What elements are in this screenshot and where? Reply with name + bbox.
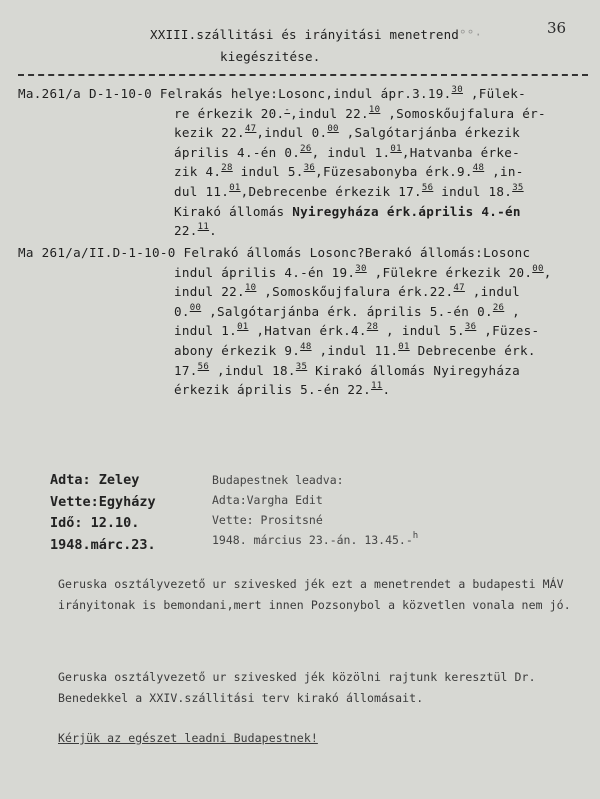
signature-line: 1948.márc.23. [50,536,156,553]
entry-2-text: ,Füzes- [476,323,540,339]
entry-1-text: 22. [174,223,198,239]
entry-1-code: Ma.261/a D-1-10-0 [18,86,152,101]
entry-2-text: 17. [174,362,198,378]
time-minutes: 00 [532,263,544,274]
header-title: XXIII.szállitási és irányitási menetrend [150,27,460,42]
entry-2-text: Debrecenbe érk. [409,342,536,358]
entry-1-text: ,indul 22. [290,105,369,121]
entry-1-text: dul 11. [174,183,230,199]
entry-2-text: ,indul 11. [311,342,399,358]
time-minutes: 47 [453,283,465,294]
entry-2-text: indul 22. [174,284,245,300]
entry-1-text: ,Fülek- [462,86,527,101]
entry-1-text: kezik 22. [174,125,245,141]
time-minutes: 48 [300,341,312,352]
entry-1-text: Kirakó állomás [174,203,293,219]
header-line-1 [150,24,482,46]
entry-2-text: , indul 5. [378,323,465,339]
entry-2-text: Kirakó állomás Nyiregyháza [307,362,521,378]
entry-1-line-3 [18,143,593,163]
time-minutes: 56 [197,361,210,372]
time-minutes: 11 [371,381,383,392]
time-minutes: 36 [464,322,477,333]
dashed-divider [18,74,588,76]
transmission-line [212,530,418,550]
entry-1-line-2 [18,123,593,143]
page-number: 36 [547,19,567,37]
entry-1-line-4 [18,162,593,182]
entry-1-text: Felrakás helye:Losonc,indul ápr.3.19. [159,86,452,101]
time-minutes: 01 [237,322,249,333]
entry-2-text: , [504,303,521,319]
time-minutes: 56 [421,182,434,193]
transmission-block [212,470,418,550]
entry-2-line-2 [18,282,593,302]
entry-1-line-7 [18,221,593,241]
entry-1-text: ,Debrecenbe érkezik 17. [240,183,422,199]
time-minutes: 36 [303,163,316,174]
entry-2-line-7 [18,380,593,400]
entry-2-code: Ma 261/a/II.D-1-10-0 [18,245,176,260]
entry-1-text: , indul 1. [311,144,391,160]
document-header [150,24,482,68]
time-minutes: 28 [366,322,379,333]
time-minutes: 01 [390,143,402,154]
time-minutes: 10 [244,283,257,294]
entry-1-text: indul 18. [433,183,513,199]
entry-2-text: indul 1. [174,323,238,339]
time-minutes: 35 [512,182,524,193]
entry-2-text: ,indul 18. [209,362,296,378]
entry-2-text: érkezik április 5.-én 22. [174,382,372,398]
entry-2-text: ,Somoskőujfalura érk.22. [256,284,454,300]
signature-line: Idő: 12.10. [50,515,140,531]
hour-mark: h [412,531,419,541]
time-minutes: 30 [355,263,367,274]
note-paragraph-3: Kérjük az egészet leadni Budapestnek! [58,731,318,745]
entry-1-text: ,in- [484,164,524,180]
transmission-date: 1948. március 23.-án. 13.45.- [212,533,413,547]
entry-1-text: re érkezik 20. [174,105,285,121]
entry-2-line-3 [18,302,593,322]
time-minutes: - [284,104,291,115]
entry-1-text: ,Somoskőujfalura ér- [380,105,546,121]
entry-1-text: indul 5. [232,164,304,180]
header-faint-mark: °°· [459,27,483,42]
entry-1-text: . [209,223,217,239]
entry-2-text: ,Salgótarjánba érk. április 5.-én 0. [201,303,493,319]
entry-2-text: Felrakó állomás Losonc?Berakó állomás:Losonc [183,245,531,260]
entry-2-text: ,Fülekre érkezik 20. [366,264,533,280]
schedule-entry-1 [18,84,593,241]
entry-1-text: április 4.-én 0. [174,144,301,160]
entry-1-text: ,Füzesabonyba érk.9. [315,164,473,180]
entry-2-text: ,indul [464,284,521,300]
note-paragraph-2: Geruska osztályvezető ur szivesked jék közölni rajtunk keresztül Dr. Benedekkel a XXIV.szállitási terv kirakó állomásait. [58,670,536,705]
entry-2-line-6 [18,361,593,381]
entry-2-line-5 [18,341,593,361]
entry-1-line-0 [18,84,593,104]
entry-1-line-6 [18,202,593,222]
time-minutes: 28 [221,163,233,174]
entry-2-text: , [543,264,552,280]
transmission-line: Vette: Prositsné [212,513,323,527]
entry-2-text: . [382,382,391,398]
note-paragraph-1: Geruska osztályvezető ur szivesked jék ezt a menetrendet a budapesti MÁV irányitonak is bemondani,mert innen Pozsonybol a közvetlen vonala nem jó. [58,577,571,612]
time-minutes: 48 [472,163,485,174]
time-minutes: 10 [368,104,381,115]
time-minutes: 35 [295,361,308,372]
entry-2-text: ,Hatvan érk.4. [248,323,367,339]
time-minutes: 30 [451,85,463,95]
transmission-line: Adta:Vargha Edit [212,493,323,507]
entry-2-line-0 [18,243,593,263]
schedule-entry-2 [18,243,593,400]
entry-2-text: indul április 4.-én 19. [174,264,356,280]
time-minutes: 47 [244,124,257,135]
entry-2-text: 0. [174,303,190,319]
entry-1-line-1 [18,104,593,124]
entry-2-line-4 [18,321,593,341]
entry-1-line-5 [18,182,593,202]
header-line-2: kiegészitése. [220,49,321,64]
entry-1-text: ,indul 0. [256,125,328,141]
time-minutes: 26 [492,302,505,313]
signature-line: Adta: Zeley [50,472,140,488]
entry-1-text: ,Salgótarjánba érkezik [338,125,521,141]
time-minutes: 00 [189,302,202,313]
entry-2-line-1 [18,263,593,283]
transmission-line: Budapestnek leadva: [212,473,344,487]
time-minutes: 01 [229,182,241,193]
entry-1-destination: Nyiregyháza érk.április 4.-én [292,203,521,219]
entry-1-text: zik 4. [174,164,222,180]
time-minutes: 11 [197,222,210,233]
signature-block [50,470,156,556]
time-minutes: 26 [300,143,312,154]
time-minutes: 00 [327,124,339,135]
entry-2-text: abony érkezik 9. [174,342,301,358]
entry-1-text: ,Hatvanba érke- [401,144,521,160]
signature-line: Vette:Egyházy [50,493,156,510]
time-minutes: 01 [398,341,410,352]
